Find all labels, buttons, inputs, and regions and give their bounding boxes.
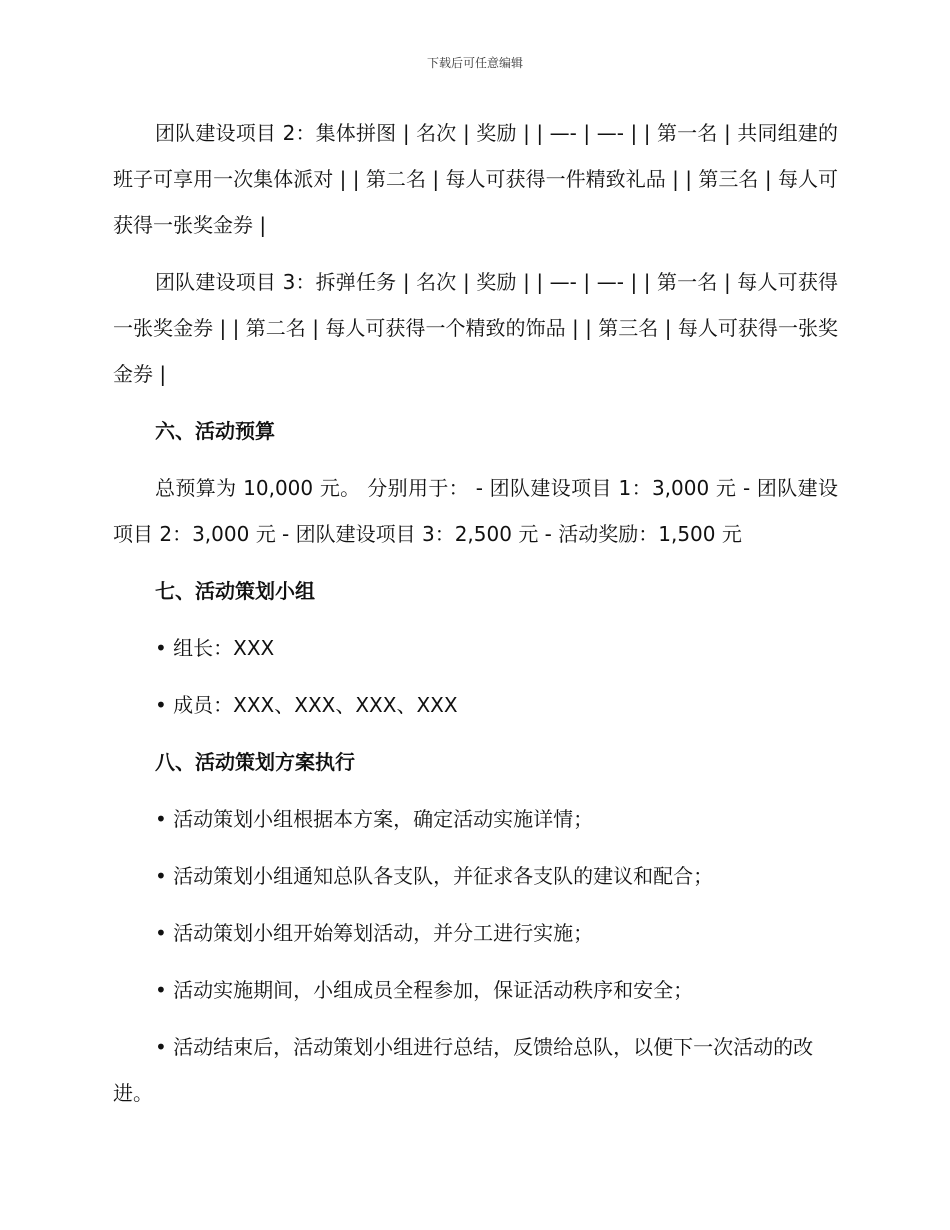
exec-item: • 活动策划小组根据本方案，确定活动实施详情； <box>155 807 594 831</box>
section-heading-budget: 六、活动预算 <box>155 419 275 443</box>
bullet-members: • 成员：XXX、XXX、XXX、XXX <box>155 693 458 717</box>
bullet-leader: • 组长：XXX <box>155 636 275 660</box>
document-body <box>113 110 838 1127</box>
section-heading-execution: 八、活动策划方案执行 <box>155 750 355 774</box>
header-note: 下载后可任意编辑 <box>426 56 523 70</box>
exec-item: • 活动结束后，活动策划小组进行总结，反馈给总队，以便下一次活动的改进。 <box>113 1035 814 1105</box>
exec-item: • 活动实施期间，小组成员全程参加，保证活动秩序和安全； <box>155 978 694 1002</box>
paragraph-project-3: 团队建设项目 3：拆弹任务 | 名次 | 奖励 | | —- | —- | | 第一名 | 每人可获得一张奖金券 | | 第二名 | 每人可获得一个精致的饰品 | | 第三名 | 每人可获得一张奖金券 | <box>113 270 838 386</box>
paragraph-project-2: 团队建设项目 2：集体拼图 | 名次 | 奖励 | | —- | —- | | 第一名 | 共同组建的班子可享用一次集体派对 | | 第二名 | 每人可获得一件精致礼品 | | 第三名 | 每人可获得一张奖金券 | <box>113 121 838 237</box>
exec-item: • 活动策划小组通知总队各支队，并征求各支队的建议和配合； <box>155 864 714 888</box>
exec-item: • 活动策划小组开始筹划活动，并分工进行实施； <box>155 921 594 945</box>
paragraph-budget: 总预算为 10,000 元。 分别用于： - 团队建设项目 1：3,000 元 - 团队建设项目 2：3,000 元 - 团队建设项目 3：2,500 元 - 活动奖励：1,500 元 <box>113 476 838 546</box>
section-heading-team: 七、活动策划小组 <box>155 579 315 603</box>
